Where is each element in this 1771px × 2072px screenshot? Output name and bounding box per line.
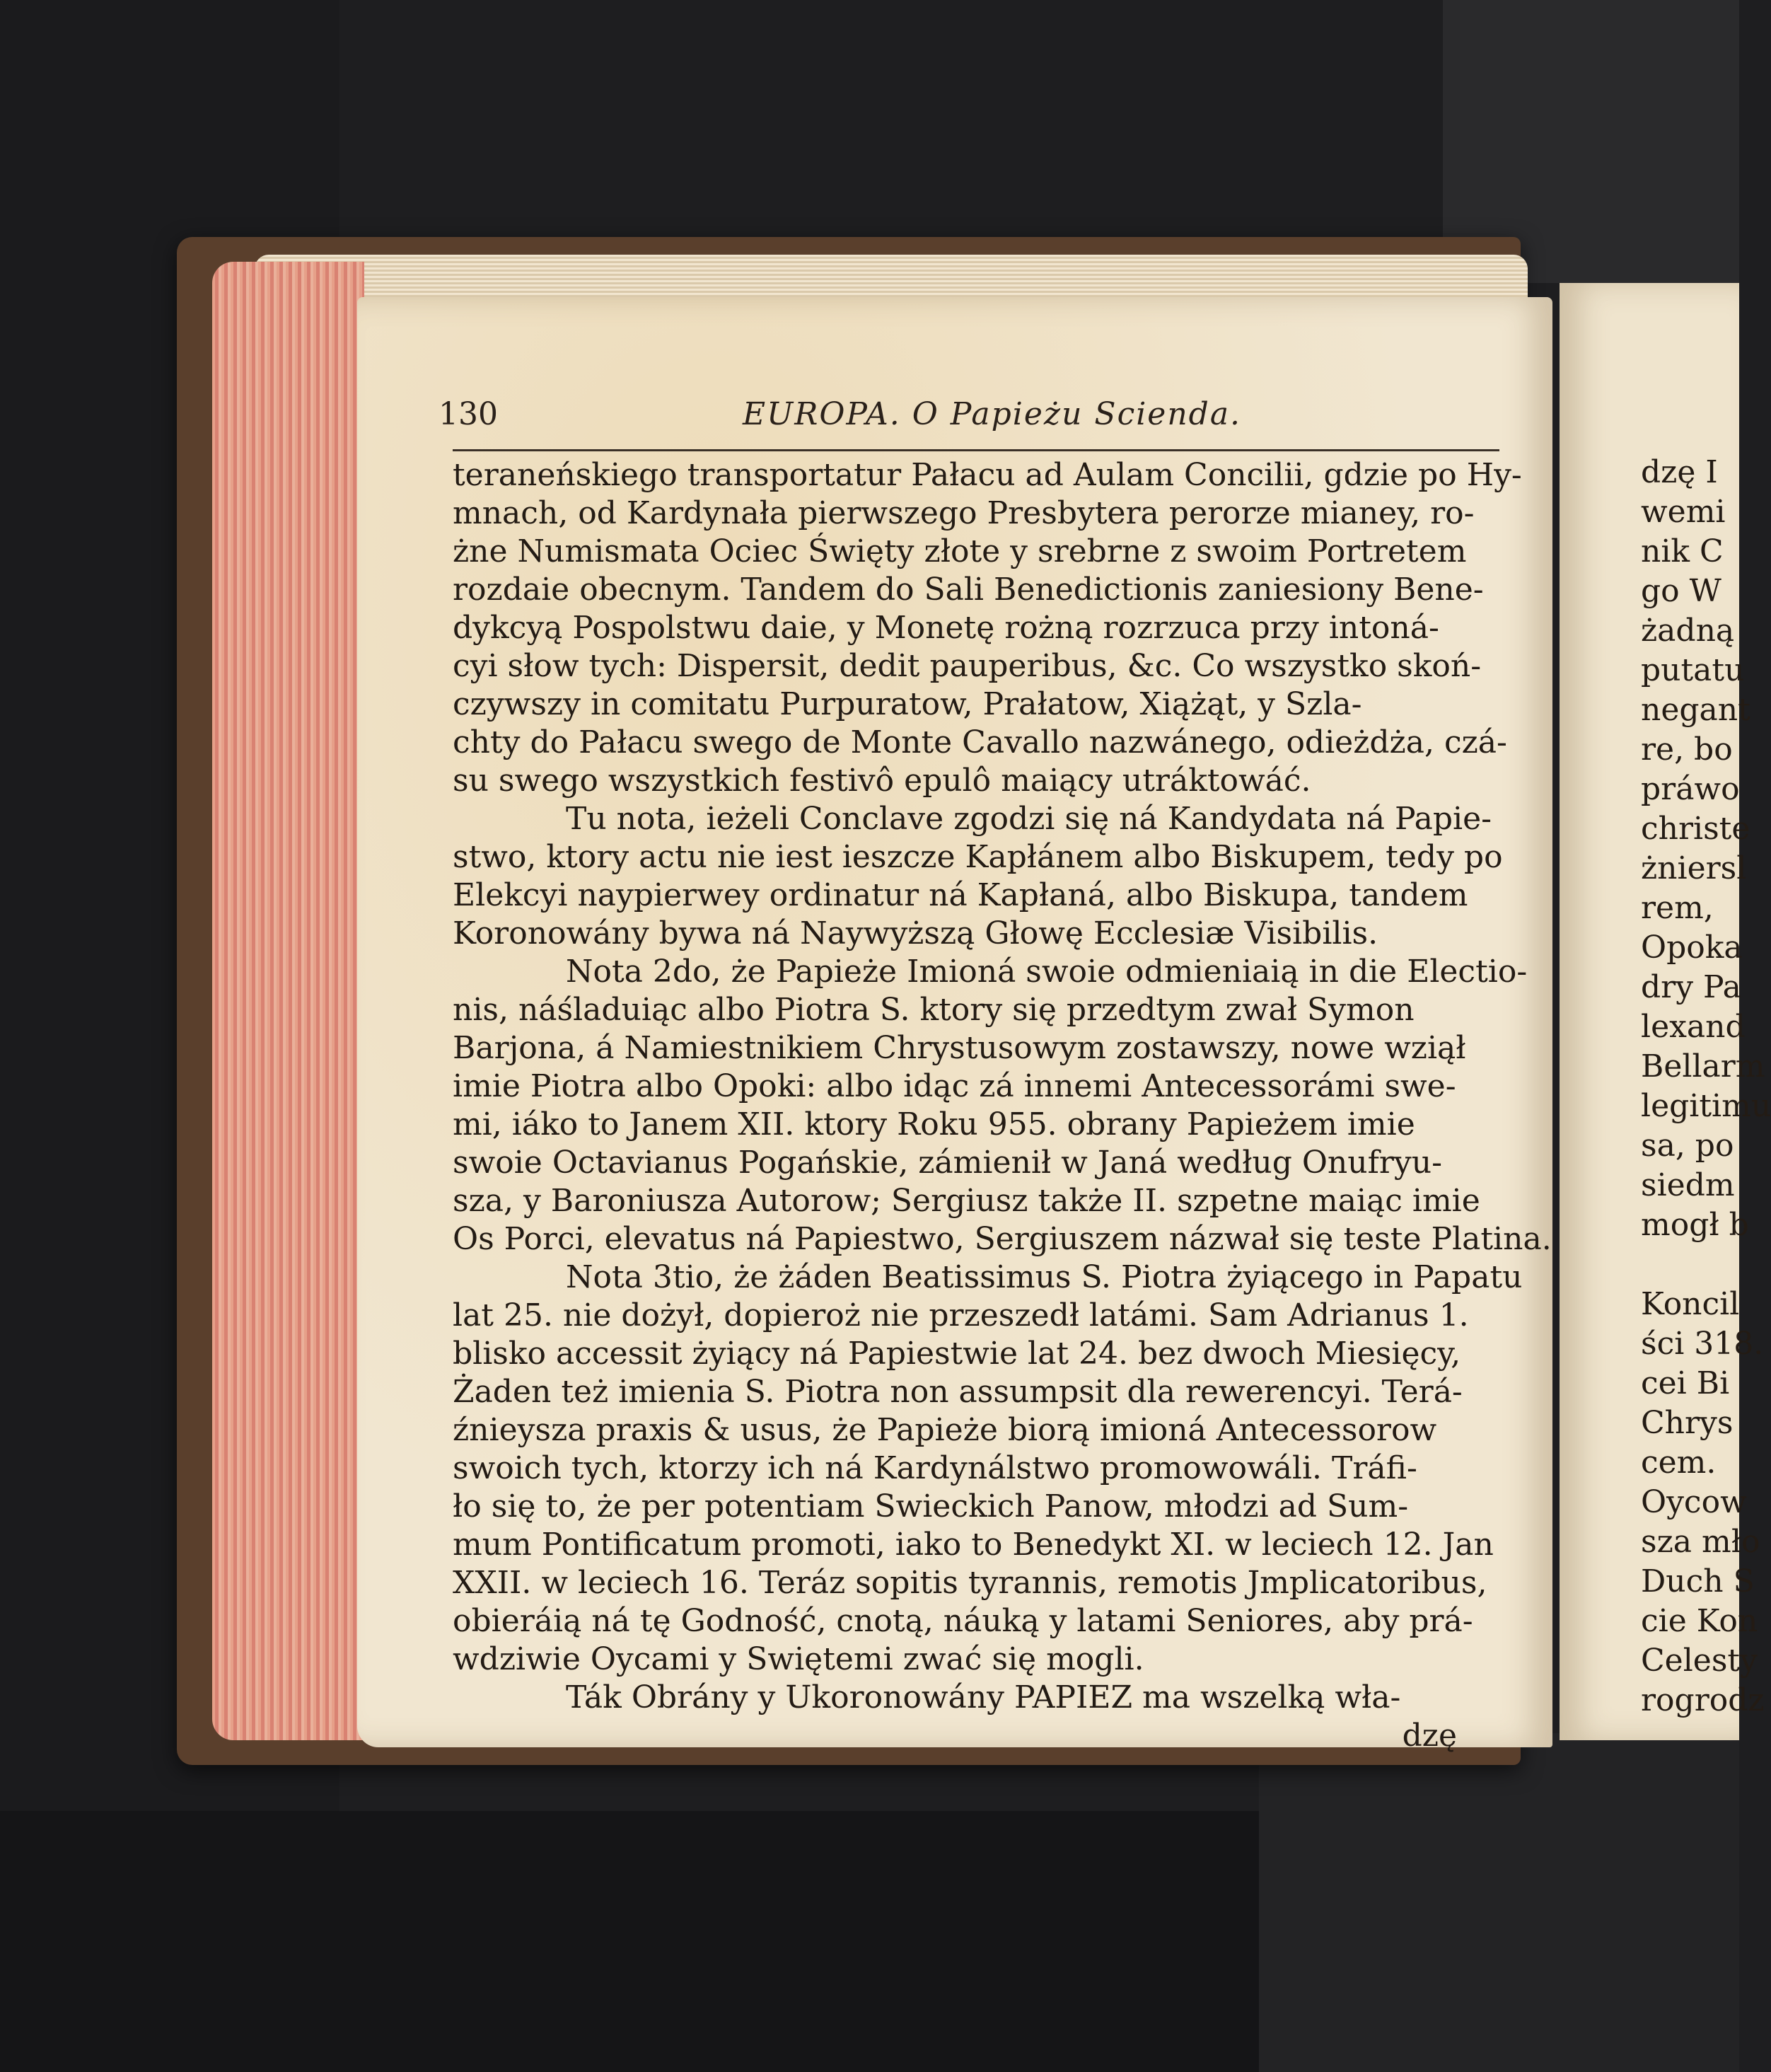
text-line: sza, y Baroniusza Autorow; Sergiusz także II. szpetne maiąc imie <box>453 1183 1480 1219</box>
text-line: christe <box>1641 811 1750 847</box>
header-rule <box>453 449 1499 451</box>
text-line: Celesty <box>1641 1643 1758 1679</box>
text-line: rozdaie obecnym. Tandem do Sali Benedictionis zaniesiony Bene- <box>453 572 1484 608</box>
text-line <box>1641 1245 1739 1285</box>
text-line: Os Porci, elevatus ná Papiestwo, Sergiuszem názwał się teste Platina. <box>453 1221 1552 1257</box>
dark-base-plate <box>1259 1733 1739 2072</box>
text-line: źnieysza praxis & usus, że Papieże biorą imioná Antecessorow <box>453 1412 1437 1448</box>
text-line: Koronowány bywa ná Naywyższą Głowę Ecclesiæ Visibilis. <box>453 915 1378 951</box>
page-number: 130 <box>439 396 498 432</box>
text-line: Oycow <box>1641 1484 1747 1520</box>
text-line: lexand <box>1641 1009 1746 1045</box>
text-line: wemi <box>1641 494 1726 530</box>
text-line: żadną <box>1641 613 1735 649</box>
text-line: swoie Octavianus Pogańskie, zámienił w Janá według Onufryu- <box>453 1145 1442 1181</box>
text-line: sza mło <box>1641 1524 1760 1560</box>
text-line: Ták Obrány y Ukoronowány PAPIEZ ma wszelką wła- <box>566 1679 1401 1715</box>
text-line: blisko accessit żyiący ná Papiestwie lat 24. bez dwoch Miesięcy, <box>453 1336 1461 1372</box>
red-page-edges <box>212 262 364 1740</box>
text-line: mnach, od Kardynała pierwszego Presbytera perorze mianey, ro- <box>453 495 1475 531</box>
text-line: mum Pontificatum promoti, iako to Benedykt XI. w leciech 12. Jan <box>453 1527 1494 1563</box>
text-line: Chrys <box>1641 1405 1734 1441</box>
text-line: Żaden też imienia S. Piotra non assumpsit dla rewerencyi. Terá- <box>453 1374 1463 1410</box>
text-line: mi, iáko to Janem XII. ktory Roku 955. obrany Papieżem imie <box>453 1106 1415 1142</box>
text-line: cei Bi <box>1641 1365 1730 1401</box>
text-line: wdziwie Oycami y Swiętemi zwać się mogli. <box>453 1641 1144 1677</box>
catchword: dzę <box>1402 1718 1457 1754</box>
text-line: Bellarm <box>1641 1048 1765 1084</box>
text-line: cie Kon <box>1641 1603 1758 1639</box>
text-line: Opoka <box>1641 930 1743 966</box>
text-line: teraneńskiego transportatur Pałacu ad Aulam Concilii, gdzie po Hy- <box>453 457 1522 493</box>
text-line: Barjona, á Namiestnikiem Chrystusowym zostawszy, nowe wziął <box>453 1030 1466 1066</box>
text-line: legitimu <box>1641 1088 1771 1124</box>
text-line: obieráią ná tę Godność, cnotą, náuką y latami Seniores, aby prá- <box>453 1603 1473 1639</box>
text-line: dry Pa <box>1641 969 1741 1005</box>
running-header <box>439 396 1485 446</box>
text-line: Duch S <box>1641 1563 1755 1599</box>
text-line: cem. <box>1641 1445 1717 1481</box>
text-line: go W <box>1641 573 1721 609</box>
text-line: imie Piotra albo Opoki: albo idąc zá innemi Antecessorámi swe- <box>453 1068 1456 1104</box>
text-line: siedm <box>1641 1167 1735 1203</box>
text-line: ło się to, że per potentiam Swieckich Panow, młodzi ad Sum- <box>453 1488 1409 1524</box>
text-line: rogrodz <box>1641 1682 1765 1718</box>
text-line: cyi słow tych: Dispersit, dedit pauperibus, &c. Co wszystko skoń- <box>453 648 1482 684</box>
text-line: Tu nota, ieżeli Conclave zgodzi się ná Kandydata ná Papie- <box>566 801 1492 837</box>
text-line: práwo <box>1641 771 1740 807</box>
text-line: re, bo <box>1641 731 1733 768</box>
text-line: rem, <box>1641 890 1714 926</box>
text-line: stwo, ktory actu nie iest ieszcze Kapłánem albo Biskupem, tedy po <box>453 839 1503 875</box>
left-page-text <box>453 456 1552 1755</box>
text-line: putatu <box>1641 652 1745 688</box>
text-line: XXII. w leciech 16. Teráz sopitis tyrannis, remotis Jmplicatoribus, <box>453 1565 1487 1601</box>
right-page-text <box>1641 453 1771 1720</box>
text-line: nis, náśladuiąc albo Piotra S. ktory się przedtym zwał Symon <box>453 992 1415 1028</box>
text-line: Nota 3tio, że żáden Beatissimus S. Piotra żyiącego in Papatu <box>566 1259 1523 1295</box>
text-line: su swego wszystkich festivô epulô maiący utráktowáć. <box>453 763 1311 799</box>
text-line: żne Numismata Ociec Święty złote y srebrne z swoim Portretem <box>453 533 1467 569</box>
text-line: dykcyą Pospolstwu daie, y Monetę rożną rozrzuca przy intoná- <box>453 610 1439 646</box>
text-line: czywszy in comitatu Purpuratow, Prałatow, Xiążąt, y Szla- <box>453 686 1362 722</box>
text-line: nik C <box>1641 533 1724 569</box>
text-line: chty do Pałacu swego de Monte Cavallo nazwánego, odieżdża, czá- <box>453 724 1507 760</box>
text-line: Elekcyi naypierwey ordinatur ná Kapłaná, albo Biskupa, tandem <box>453 877 1468 913</box>
text-line: lat 25. nie dożył, dopieroż nie przeszedł latámi. Sam Adrianus 1. <box>453 1297 1469 1333</box>
text-line: Nota 2do, że Papieże Imioná swoie odmieniaią in die Electio- <box>566 954 1528 990</box>
text-line: dzę I <box>1641 454 1718 490</box>
text-line: mogł b <box>1641 1207 1749 1243</box>
text-line: Koncil <box>1641 1286 1740 1322</box>
text-line: żniersl <box>1641 850 1747 886</box>
text-line: ści 318. <box>1641 1326 1764 1362</box>
text-line: negant <box>1641 692 1750 728</box>
text-line: swoich tych, ktorzy ich ná Kardynálstwo promowowáli. Tráfi- <box>453 1450 1417 1486</box>
running-title: EUROPA. O Papieżu Scienda. <box>743 396 1242 432</box>
text-line: sa, po <box>1641 1128 1734 1164</box>
